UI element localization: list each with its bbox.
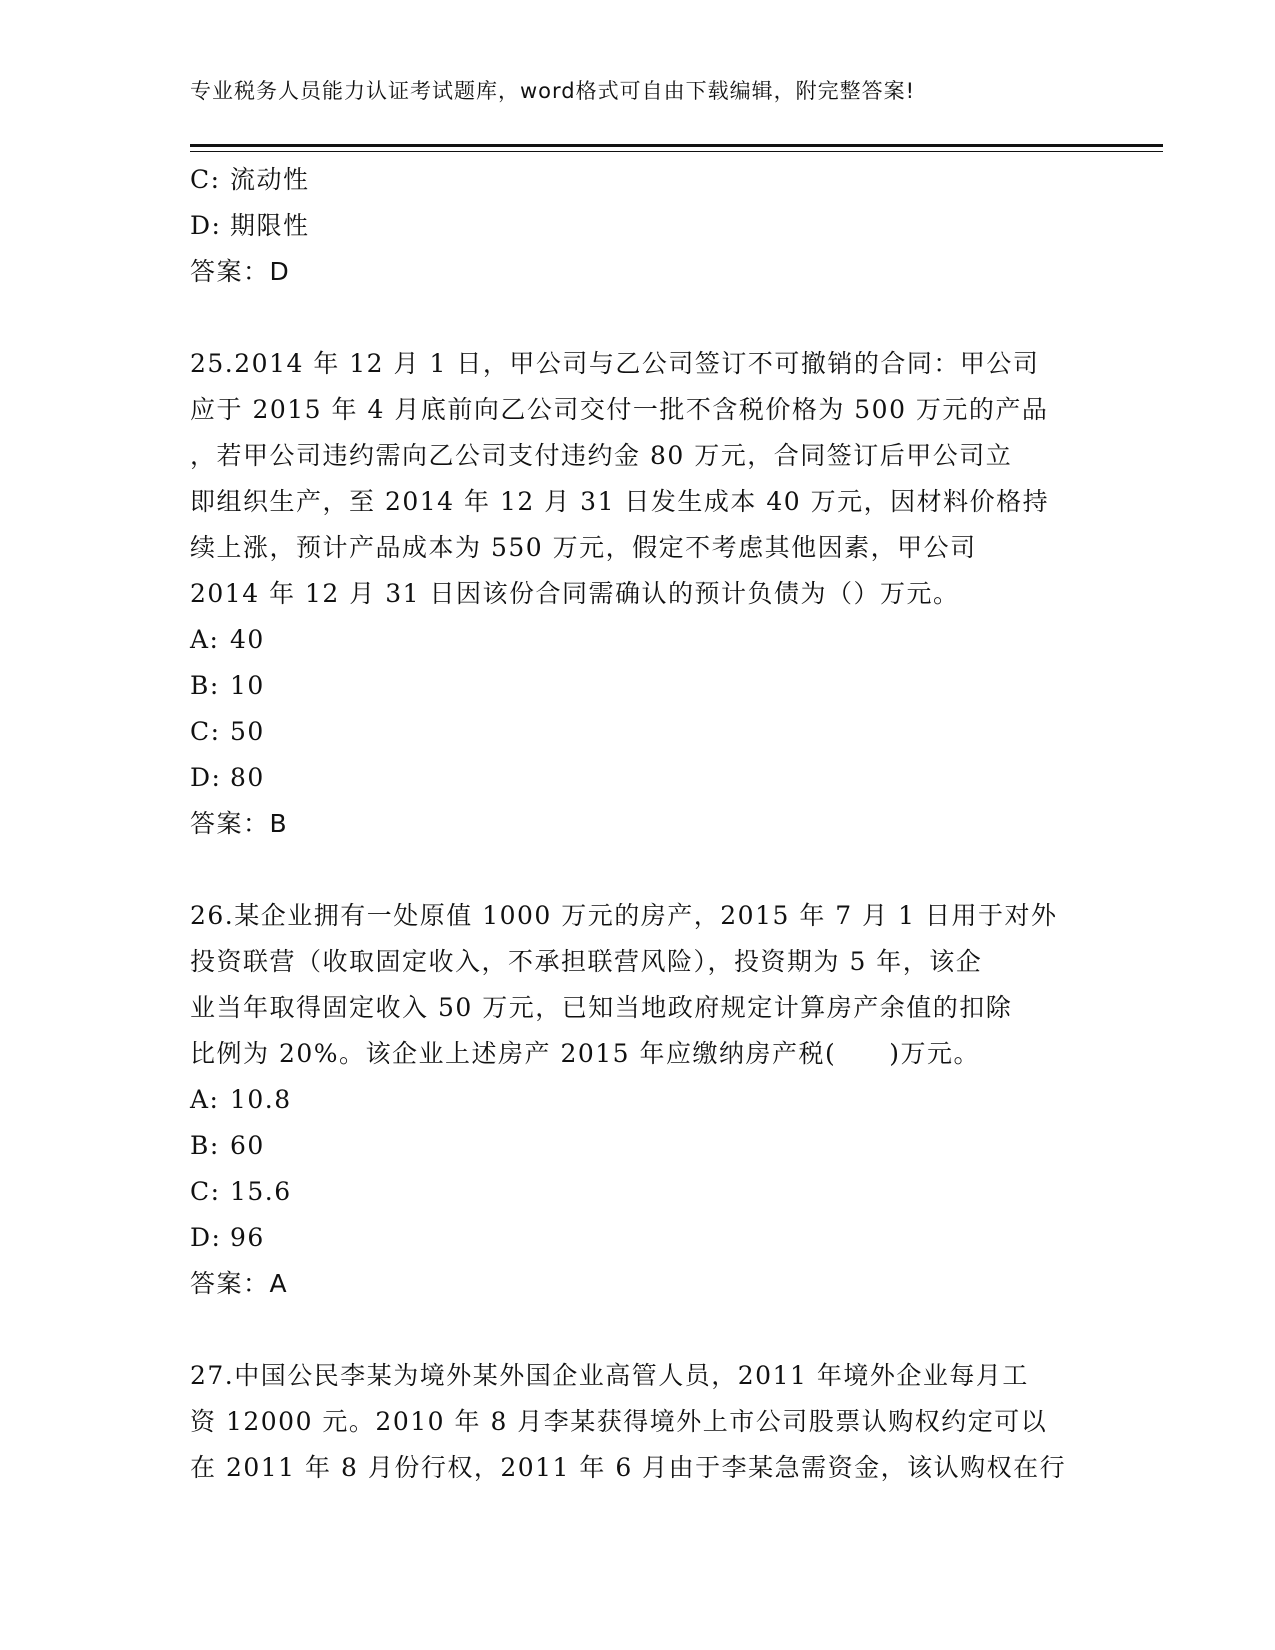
option-text: 10.8 <box>230 1085 292 1114</box>
option-letter: B: <box>190 671 220 700</box>
option-text: 流动性 <box>230 165 310 194</box>
option-text: 80 <box>230 763 265 792</box>
spacer <box>190 847 1090 893</box>
option-letter: C: <box>190 1177 221 1206</box>
option-d <box>190 203 1090 249</box>
option-text: 50 <box>230 717 265 746</box>
answer: 答案：B <box>190 809 289 838</box>
question-line: 业当年取得固定收入 50 万元，已知当地政府规定计算房产余值的扣除 <box>190 993 1013 1022</box>
question-line: 即组织生产，至 2014 年 12 月 31 日发生成本 40 万元，因材料价格持 <box>190 487 1050 516</box>
option-text: 15.6 <box>230 1177 292 1206</box>
question-27 <box>190 1353 1090 1491</box>
document-body <box>190 157 1090 1491</box>
option-letter: C: <box>190 717 221 746</box>
question-line: 在 2011 年 8 月份行权，2011 年 6 月由于李某急需资金，该认购权在行 <box>190 1453 1067 1482</box>
option-b <box>190 1123 1090 1169</box>
option-text: 10 <box>230 671 265 700</box>
page-header: 专业税务人员能力认证考试题库，word格式可自由下载编辑，附完整答案! <box>190 79 916 103</box>
option-text: 60 <box>230 1131 265 1160</box>
question-line: 27.中国公民李某为境外某外国企业高管人员，2011 年境外企业每月工 <box>190 1361 1029 1390</box>
option-d <box>190 755 1090 801</box>
header-rule-thick <box>190 144 1163 147</box>
question-26 <box>190 893 1090 1307</box>
question-line: 比例为 20%。该企业上述房产 2015 年应缴纳房产税( )万元。 <box>190 1039 981 1068</box>
question-line: ，若甲公司违约需向乙公司支付违约金 80 万元，合同签订后甲公司立 <box>190 441 1013 470</box>
option-letter: C: <box>190 165 221 194</box>
option-text: 40 <box>230 625 265 654</box>
header-rule-thin <box>190 151 1163 152</box>
question-line: 投资联营（收取固定收入，不承担联营风险），投资期为 5 年，该企 <box>190 947 983 976</box>
question-25 <box>190 341 1090 847</box>
answer: 答案：A <box>190 1269 289 1298</box>
option-c <box>190 1169 1090 1215</box>
question-line: 25.2014 年 12 月 1 日，甲公司与乙公司签订不可撤销的合同：甲公司 <box>190 349 1040 378</box>
option-letter: B: <box>190 1131 220 1160</box>
spacer <box>190 1307 1090 1353</box>
option-letter: D: <box>190 211 222 240</box>
option-letter: D: <box>190 763 222 792</box>
option-letter: A: <box>190 625 220 654</box>
question-line: 续上涨，预计产品成本为 550 万元，假定不考虑其他因素，甲公司 <box>190 533 977 562</box>
question-line: 26.某企业拥有一处原值 1000 万元的房产，2015 年 7 月 1 日用于对外 <box>190 901 1058 930</box>
answer: 答案：D <box>190 257 291 286</box>
option-letter: A: <box>190 1085 220 1114</box>
question-line: 2014 年 12 月 31 日因该份合同需确认的预计负债为（）万元。 <box>190 579 960 608</box>
question-line: 应于 2015 年 4 月底前向乙公司交付一批不含税价格为 500 万元的产品 <box>190 395 1049 424</box>
option-d <box>190 1215 1090 1261</box>
question-24-tail <box>190 157 1090 295</box>
option-c <box>190 709 1090 755</box>
question-line: 资 12000 元。2010 年 8 月李某获得境外上市公司股票认购权约定可以 <box>190 1407 1048 1436</box>
option-a <box>190 617 1090 663</box>
option-a <box>190 1077 1090 1123</box>
spacer <box>190 295 1090 341</box>
option-text: 期限性 <box>230 211 310 240</box>
option-letter: D: <box>190 1223 222 1252</box>
option-text: 96 <box>230 1223 265 1252</box>
option-b <box>190 663 1090 709</box>
option-c <box>190 157 1090 203</box>
